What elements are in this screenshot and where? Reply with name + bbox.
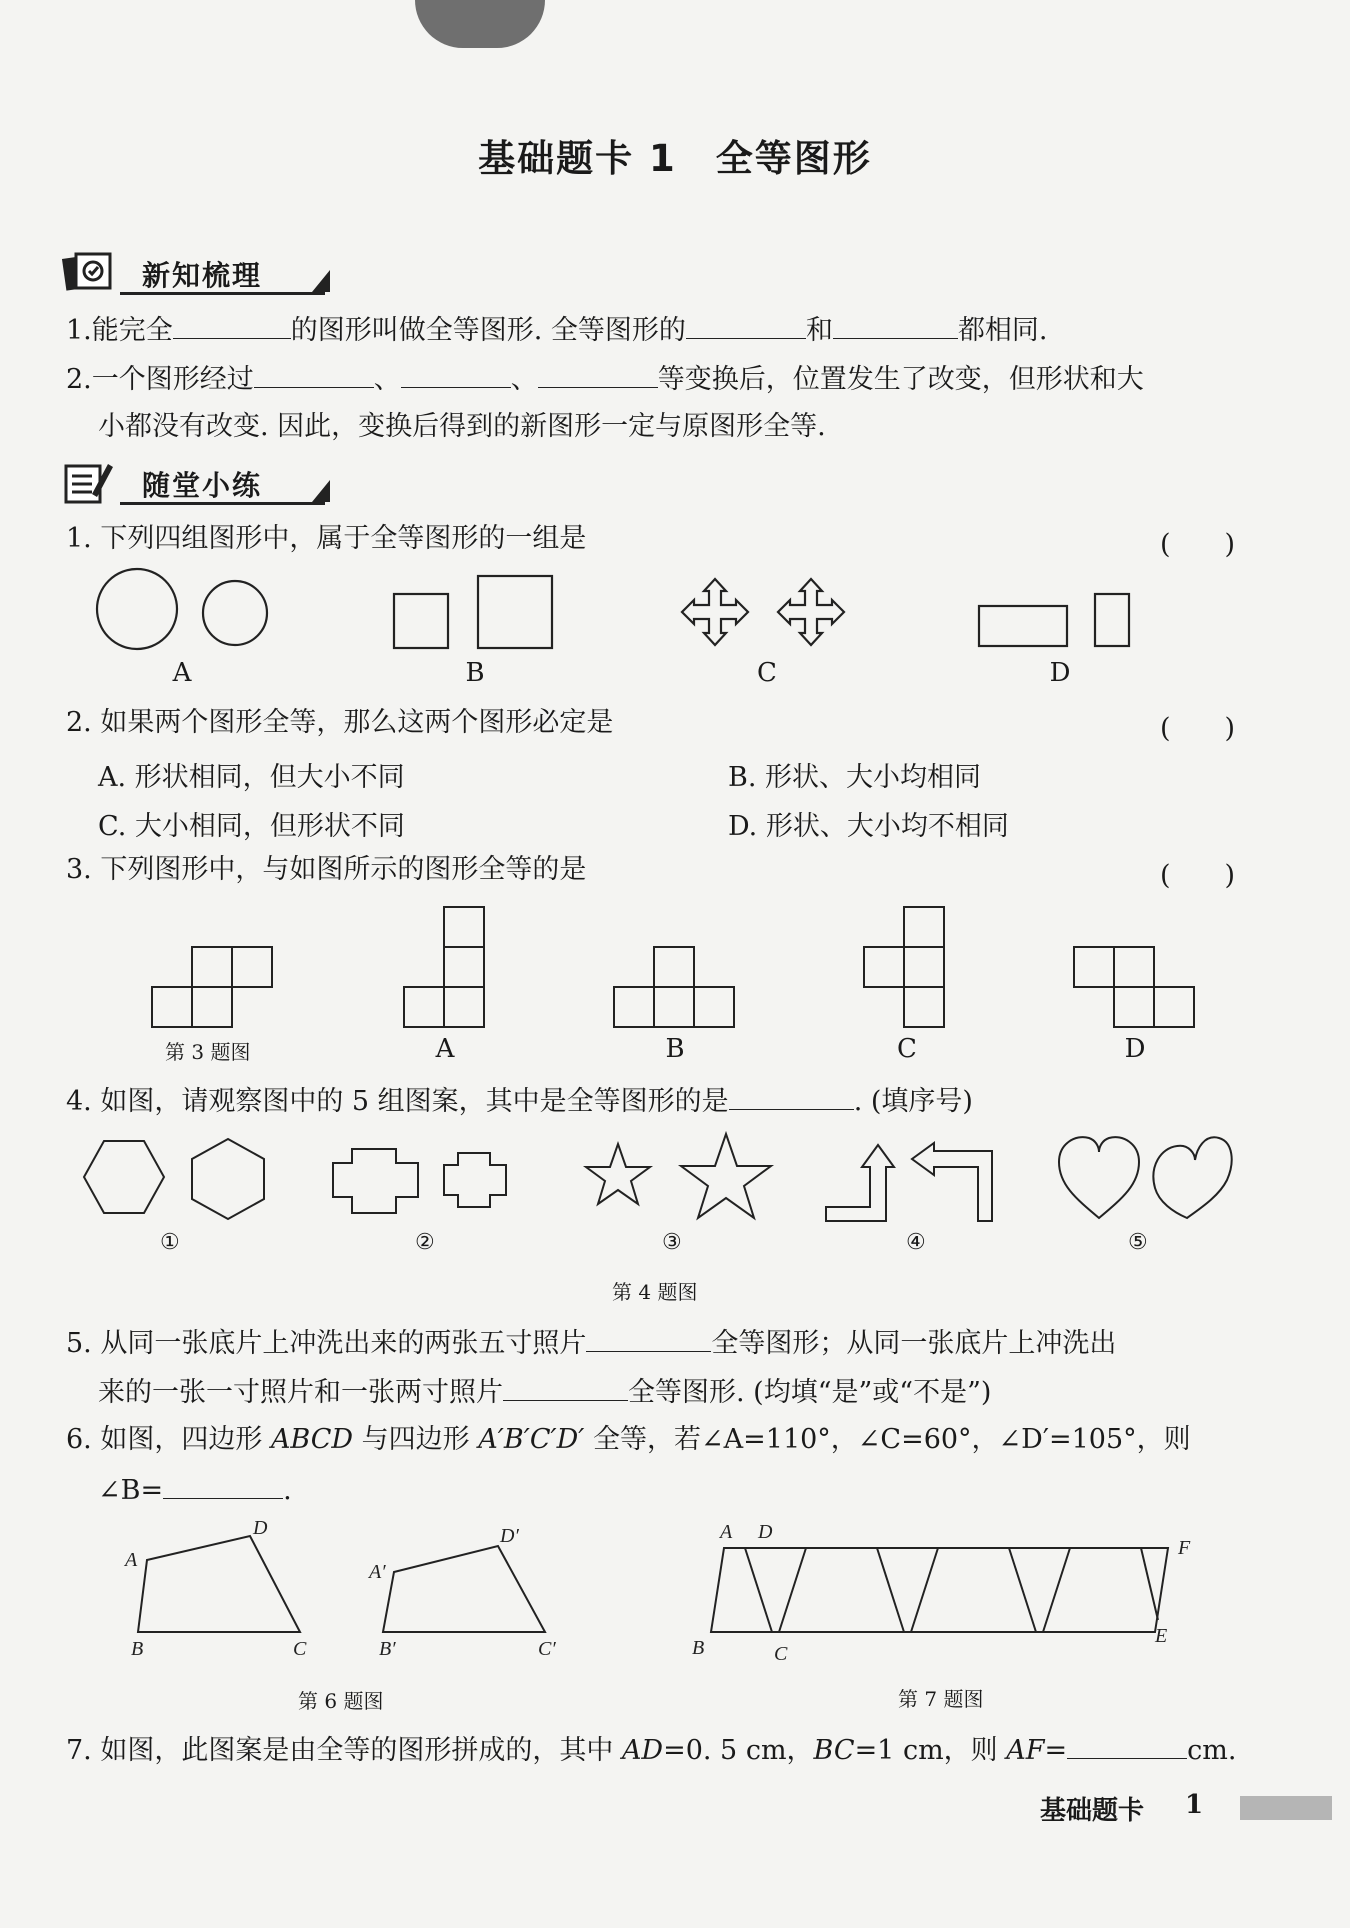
q1-option-d-rectangles xyxy=(975,590,1145,650)
math-var: AF xyxy=(1006,1735,1045,1766)
q4-hexagons xyxy=(80,1135,275,1225)
answer-blank[interactable] xyxy=(254,361,374,388)
q1-option-b-squares xyxy=(390,572,560,652)
q1-option-a-circles xyxy=(95,565,275,655)
vertex-label: F xyxy=(1178,1537,1191,1559)
section-header-practice xyxy=(62,458,332,508)
question-text: =0. 5 cm， xyxy=(663,1735,814,1766)
section-triangle xyxy=(312,480,330,502)
section-underline xyxy=(120,292,325,295)
vertex-label: B′ xyxy=(379,1638,396,1660)
vertex-label: A xyxy=(720,1521,733,1543)
math-var: A′B′C′D′ xyxy=(478,1424,585,1455)
answer-blank[interactable] xyxy=(538,361,658,388)
answer-blank[interactable] xyxy=(163,1472,283,1499)
knowledge-question-2-cont: 小都没有改变. 因此，变换后得到的新图形一定与原图形全等. xyxy=(98,411,826,442)
practice-question-6 xyxy=(66,1423,1191,1457)
vertex-label: A xyxy=(125,1549,138,1571)
q7-tiled-pattern xyxy=(690,1520,1210,1670)
question-text: ∠B= xyxy=(98,1475,164,1506)
question-text: 来的一张一寸照片和一张两寸照片 xyxy=(98,1377,503,1408)
question-text: cm. xyxy=(1187,1735,1237,1766)
footer-label: 基础题卡 xyxy=(1040,1796,1145,1826)
question-text: . xyxy=(283,1475,292,1506)
q1-option-label: C xyxy=(757,658,777,688)
q3-reference-shape xyxy=(150,945,275,1030)
q4-group-label: ③ xyxy=(662,1230,682,1255)
page-number: 1 xyxy=(1185,1790,1204,1820)
answer-blank[interactable] xyxy=(503,1374,628,1401)
question-text: 4. 如图，请观察图中的 5 组图案，其中是全等图形的是 xyxy=(66,1086,729,1117)
q4-group-label: ④ xyxy=(906,1230,926,1255)
practice-question-7 xyxy=(66,1732,1236,1768)
vertex-label: D xyxy=(758,1521,773,1543)
question-text: 全等图形；从同一张底片上冲洗出 xyxy=(711,1328,1117,1359)
question-number: 1. xyxy=(66,315,92,346)
q3-option-d-shape xyxy=(1072,945,1197,1030)
practice-question-4 xyxy=(66,1083,973,1119)
practice-question-6-cont xyxy=(98,1472,292,1508)
q3-option-label: B xyxy=(665,1034,685,1064)
separator: 、 xyxy=(373,364,401,395)
question-text: 与四边形 xyxy=(353,1424,479,1455)
vertex-label: B xyxy=(692,1637,705,1659)
q1-option-c-arrow-crosses xyxy=(678,577,858,657)
page-title: 基础题卡 1 全等图形 xyxy=(478,137,872,180)
q2-option-d[interactable]: D. 形状、大小均不相同 xyxy=(728,811,1009,842)
q4-hearts xyxy=(1055,1132,1240,1222)
practice-question-1: 1. 下列四组图形中，属于全等图形的一组是 xyxy=(66,523,587,554)
vertex-label: E xyxy=(1155,1625,1168,1647)
vertex-label: D′ xyxy=(500,1525,519,1547)
vertex-label: D xyxy=(253,1517,268,1539)
answer-parentheses[interactable]: ( ) xyxy=(1160,860,1236,891)
section-header-new-knowledge xyxy=(62,248,332,298)
section-underline xyxy=(120,502,325,505)
q1-option-label: B xyxy=(465,658,485,688)
q1-option-label: D xyxy=(1049,658,1071,688)
question-text: 的图形叫做全等图形. 全等图形的 xyxy=(290,315,686,346)
q3-option-c-shape xyxy=(862,905,947,1030)
question-number: 2. xyxy=(66,364,92,395)
page-tab-decoration xyxy=(415,0,545,48)
section-title: 新知梳理 xyxy=(142,259,263,292)
q4-stars xyxy=(580,1132,780,1222)
q4-plus-shapes xyxy=(330,1145,525,1220)
q6-quadrilaterals xyxy=(125,1517,556,1670)
practice-question-2: 2. 如果两个图形全等，那么这两个图形必定是 xyxy=(66,707,614,738)
question-text: 一个图形经过 xyxy=(91,364,254,395)
answer-parentheses[interactable]: ( ) xyxy=(1160,713,1236,744)
answer-blank[interactable] xyxy=(401,361,511,388)
q4-bent-arrows xyxy=(822,1135,1002,1225)
notebook-pencil-icon xyxy=(62,460,114,504)
q1-option-label: A xyxy=(172,658,192,688)
vertex-label: B xyxy=(131,1638,144,1660)
answer-blank[interactable] xyxy=(729,1083,854,1110)
q4-group-label: ⑤ xyxy=(1128,1230,1148,1255)
vertex-label: C′ xyxy=(538,1638,556,1660)
q3-option-label: D xyxy=(1124,1034,1146,1064)
practice-question-3: 3. 下列图形中，与如图所示的图形全等的是 xyxy=(66,854,587,885)
question-text: 全等图形. (均填“是”或“不是”) xyxy=(628,1377,992,1408)
question-text: = xyxy=(1044,1735,1068,1766)
question-text: 5. 从同一张底片上冲洗出来的两张五寸照片 xyxy=(66,1328,587,1359)
knowledge-question-2 xyxy=(66,361,1144,397)
knowledge-question-1 xyxy=(66,312,1048,348)
q2-option-c[interactable]: C. 大小相同，但形状不同 xyxy=(98,811,405,842)
q4-figure-caption: 第 4 题图 xyxy=(612,1280,698,1304)
question-text: =1 cm，则 xyxy=(854,1735,1007,1766)
q2-option-b[interactable]: B. 形状、大小均相同 xyxy=(728,762,982,793)
math-var: AD xyxy=(621,1735,664,1766)
vertex-label: C xyxy=(293,1638,307,1660)
math-var: ABCD xyxy=(270,1424,354,1455)
practice-question-5 xyxy=(66,1325,1116,1361)
answer-blank[interactable] xyxy=(1067,1732,1187,1759)
q7-figure-caption: 第 7 题图 xyxy=(898,1687,984,1711)
answer-parentheses[interactable]: ( ) xyxy=(1160,529,1236,560)
q3-option-a-shape xyxy=(402,905,487,1030)
q6-figure-caption: 第 6 题图 xyxy=(298,1689,384,1713)
section-triangle xyxy=(312,270,330,292)
q3-option-label: A xyxy=(435,1034,455,1064)
question-text: . (填序号) xyxy=(853,1086,973,1117)
vertex-label: A′ xyxy=(369,1561,386,1583)
question-text: 都相同. xyxy=(957,315,1048,346)
q2-option-a[interactable]: A. 形状相同，但大小不同 xyxy=(98,762,405,793)
book-icon xyxy=(62,250,114,294)
q4-group-label: ② xyxy=(415,1230,435,1255)
question-text: 等变换后，位置发生了改变，但形状和大 xyxy=(657,364,1144,395)
q3-figure-caption: 第 3 题图 xyxy=(165,1040,251,1064)
answer-blank[interactable] xyxy=(686,312,806,339)
q4-group-label: ① xyxy=(160,1230,180,1255)
q3-option-b-shape xyxy=(612,945,737,1030)
math-var: BC xyxy=(813,1735,855,1766)
separator: 、 xyxy=(510,364,538,395)
question-text: 和 xyxy=(805,315,833,346)
question-text: 7. 如图，此图案是由全等的图形拼成的，其中 xyxy=(66,1735,622,1766)
question-text: 能完全 xyxy=(91,315,173,346)
footer-bar xyxy=(1240,1796,1332,1820)
practice-question-5-cont xyxy=(98,1374,991,1410)
answer-blank[interactable] xyxy=(173,312,291,339)
question-text: 全等，若∠A=110°，∠C=60°，∠D′=105°，则 xyxy=(584,1424,1191,1455)
section-title: 随堂小练 xyxy=(142,469,263,502)
answer-blank[interactable] xyxy=(586,1325,711,1352)
q3-option-label: C xyxy=(897,1034,917,1064)
question-text: 6. 如图，四边形 xyxy=(66,1424,271,1455)
vertex-label: C xyxy=(774,1643,788,1665)
answer-blank[interactable] xyxy=(833,312,958,339)
